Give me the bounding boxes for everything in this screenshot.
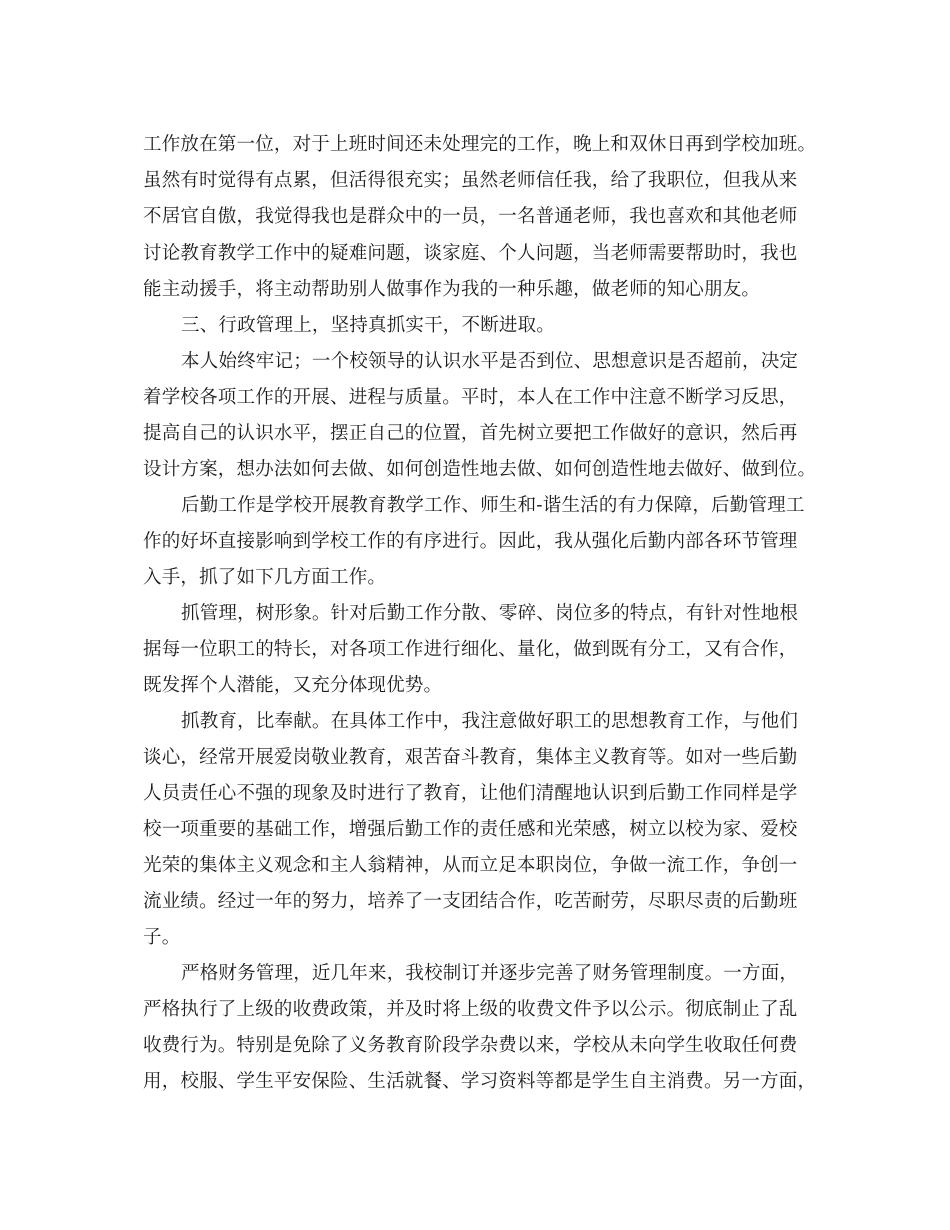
text-line: 子。: [143, 927, 181, 948]
text-line: 严格财务管理，近几年来，我校制订并逐步完善了财务管理制度。一方面，: [181, 963, 799, 984]
text-line: 本人始终牢记；一个校领导的认识水平是否到位、思想意识是否超前，决定: [181, 351, 799, 372]
text-line: 收费行为。特别是免除了义务教育阶段学杂费以来，学校从未向学生收取任何费: [143, 1035, 798, 1056]
text-line: 能主动援手，将主动帮助别人做事作为我的一种乐趣，做老师的知心朋友。: [143, 279, 761, 300]
text-line: 不居官自傲，我觉得我也是群众中的一员，一名普通老师，我也喜欢和其他老师: [143, 206, 798, 227]
text-line: 讨论教育教学工作中的疑难问题，谈家庭、个人问题，当老师需要帮助时，我也: [143, 243, 798, 264]
text-line: 用，校服、学生平安保险、生活就餐、学习资料等都是学生自主消费。另一方面，: [143, 1071, 817, 1092]
text-line: 抓教育，比奉献。在具体工作中，我注意做好职工的思想教育工作，与他们: [181, 711, 799, 732]
section-heading: 三、行政管理上，坚持真抓实干，不断进取。: [181, 315, 556, 336]
text-line: 入手，抓了如下几方面工作。: [143, 567, 387, 588]
text-line: 抓管理，树形象。针对后勤工作分散、零碎、岗位多的特点，有针对性地根: [181, 603, 799, 624]
text-line: 流业绩。经过一年的努力，培养了一支团结合作，吃苦耐劳，尽职尽责的后勤班: [143, 891, 798, 912]
text-line: 谈心，经常开展爱岗敬业教育，艰苦奋斗教育，集体主义教育等。如对一些后勤: [143, 747, 798, 768]
text-line: 人员责任心不强的现象及时进行了教育，让他们清醒地认识到后勤工作同样是学: [143, 783, 798, 804]
text-line: 工作放在第一位，对于上班时间还未处理完的工作，晚上和双休日再到学校加班。: [143, 134, 817, 155]
text-line: 作的好坏直接影响到学校工作的有序进行。因此，我从强化后勤内部各环节管理: [143, 531, 798, 552]
text-line: 着学校各项工作的开展、进程与质量。平时，本人在工作中注意不断学习反思，: [143, 387, 798, 408]
text-line: 光荣的集体主义观念和主人翁精神，从而立足本职岗位，争做一流工作，争创一: [143, 855, 798, 876]
text-line: 校一项重要的基础工作，增强后勤工作的责任感和光荣感，树立以校为家、爱校: [143, 819, 798, 840]
text-line: 据每一位职工的特长，对各项工作进行细化、量化，做到既有分工，又有合作，: [143, 639, 798, 660]
text-line: 设计方案，想办法如何去做、如何创造性地去做、如何创造性地去做好、做到位。: [143, 459, 817, 480]
text-line: 既发挥个人潜能，又充分体现优势。: [143, 675, 443, 696]
text-line: 虽然有时觉得有点累，但活得很充实；虽然老师信任我，给了我职位，但我从来: [143, 170, 798, 191]
text-line: 严格执行了上级的收费政策，并及时将上级的收费文件予以公示。彻底制止了乱: [143, 999, 798, 1020]
text-line: 后勤工作是学校开展教育教学工作、师生和-谐生活的有力保障，后勤管理工: [181, 495, 805, 516]
text-line: 提高自己的认识水平，摆正自己的位置，首先树立要把工作做好的意识，然后再: [143, 423, 798, 444]
